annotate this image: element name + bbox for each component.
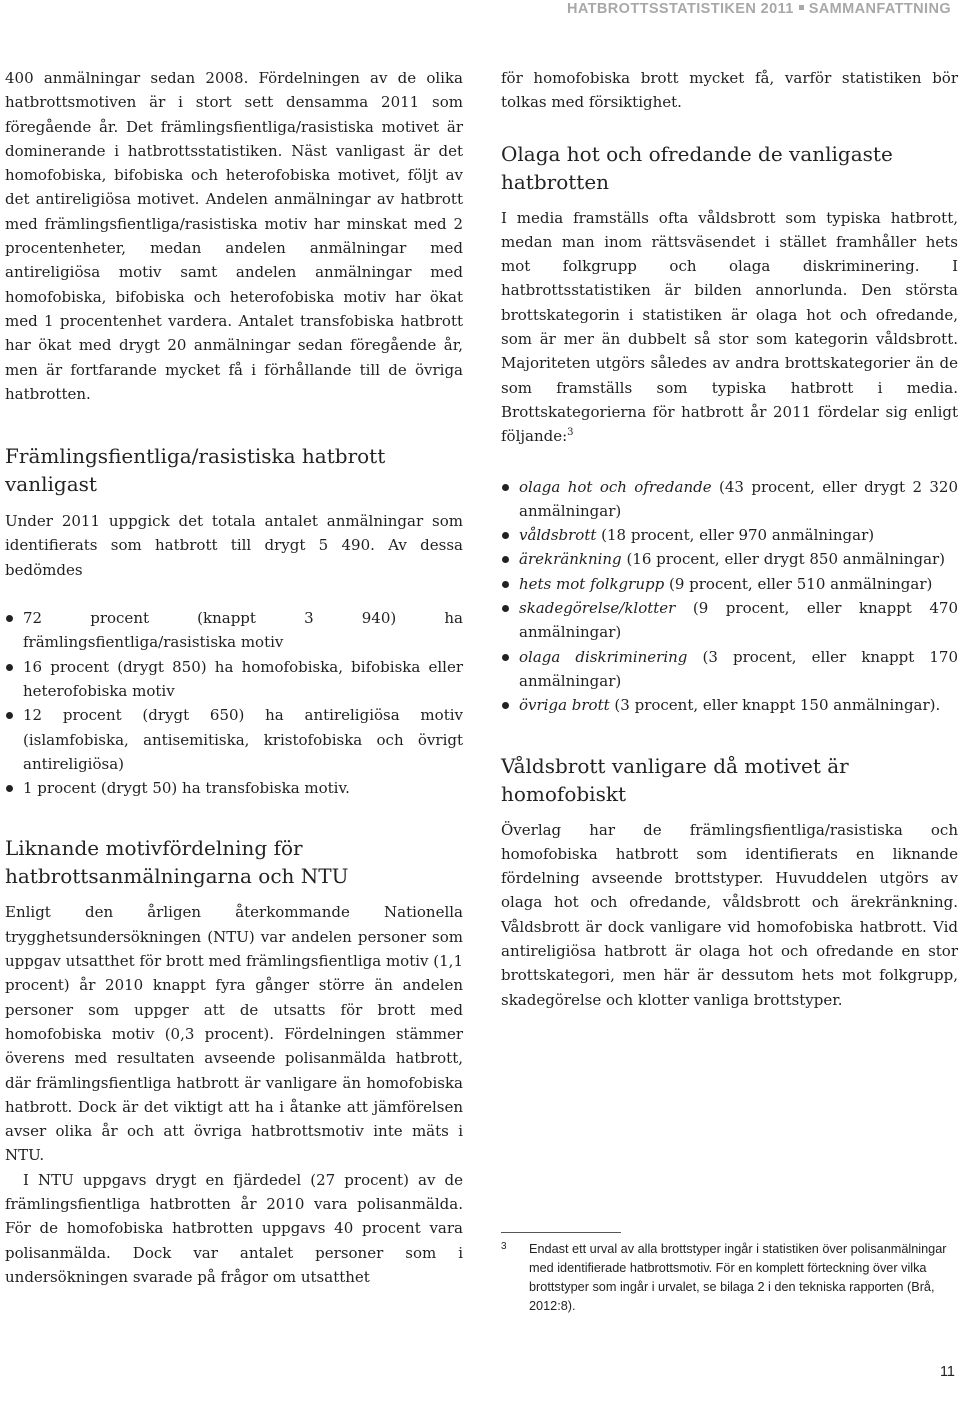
left-column	[5, 66, 463, 1289]
paragraph-media-text: I media framställs ofta våldsbrott som typiska hatbrott, medan man inom rättsväsendet i stället framhåller hets mot folkgrupp och olaga diskriminering. I hatbrottsstatistiken är bilden annorlunda. Den största brottskategorin i statistiken är olaga hot och ofredande, som är mer än dubbelt så stor som kategorin våldsbrott. Majoriteten utgörs således av andra brottskategorier än de som framställs som typiska hatbrott i media. Brottskategorierna för hatbrott år 2011 fördelar sig enligt följande:	[501, 208, 958, 446]
category-term: våldsbrott	[519, 526, 597, 545]
category-term: olaga diskriminering	[519, 647, 688, 666]
list-item	[501, 475, 958, 524]
header-separator-square	[799, 5, 804, 10]
footnote-number: 3	[501, 1241, 507, 1252]
category-detail: (3 procent, eller knappt 150 anmälningar).	[609, 696, 941, 715]
footnote	[501, 1240, 959, 1316]
motive-list	[5, 606, 463, 800]
list-item	[501, 547, 958, 571]
category-term: olaga hot och ofredande	[519, 477, 712, 496]
paragraph-ntu: Enligt den årligen återkommande Nationella trygghetsundersökningen (NTU) var andelen personer som uppgav utsatthet för brott med främlingsfientliga motiv (1,1 procent) år 2010 knappt fyra gånger större än andelen personer som uppger att de utsatts för brott med homofobiska motiv (0,3 procent). Fördelningen stämmer överens med resultaten avseende polisanmälda hatbrott, där främlingsfientliga hatbrott är vanligare än homofobiska hatbrott. Dock är det viktigt att ha i åtanke att jämförelsen avser olika år och att övriga hatbrottsmotiv inte mäts i NTU.	[5, 903, 463, 1165]
paragraph-overall: Överlag har de främlingsfientliga/rasistiska och homofobiska hatbrott som identifierats en liknande fördelning avseende brottstyper. Huvuddelen utgörs av olaga hot och ofredande, våldsbrott och ärekränkning. Våldsbrott är dock vanligare vid homofobiska hatbrott. Vid antireligiösa hatbrott är olaga hot och ofredande en stor brottskategori, men här är dessutom hets mot folkgrupp, skadegörelse och klotter vanliga brottstyper.	[501, 820, 958, 1009]
category-term: övriga brott	[519, 696, 610, 715]
list-item: 1 procent (drygt 50) ha transfobiska motiv.	[5, 776, 463, 800]
list-item	[501, 645, 958, 694]
category-detail: (43 procent, eller drygt 2 320 anmälningar)	[519, 477, 959, 520]
category-detail: (9 procent, eller 510 anmälningar)	[664, 574, 933, 593]
heading-xenophobic-most-common: Främlingsfientliga/rasistiska hatbrott vanligast	[5, 444, 386, 497]
paragraph-ntu-reported: I NTU uppgavs drygt en fjärdedel (27 procent) av de främlingsfientliga hatbrotten år 2010 vara polisanmälda. För de homofobiska hatbrotten uppgavs 40 procent vara polisanmälda. Dock var antalet personer som i undersökningen svarade på frågor om utsatthet	[5, 1170, 463, 1286]
list-item	[501, 693, 958, 717]
page-number: 11	[939, 1364, 955, 1380]
category-term: skadegörelse/klotter	[519, 599, 676, 618]
header-section-title: SAMMANFATTNING	[808, 1, 951, 17]
list-item: 72 procent (knappt 3 940) ha främlingsfientliga/rasistiska motiv	[5, 606, 463, 655]
footnote-reference: 3	[567, 427, 574, 439]
category-term: ärekränkning	[519, 550, 622, 569]
right-column	[501, 66, 958, 1012]
list-item: 16 procent (drygt 850) ha homofobiska, bifobiska eller heterofobiska motiv	[5, 655, 463, 704]
footnote-text: Endast ett urval av alla brottstyper ingår i statistiken över polisanmälningar med identifierade hatbrottsmotiv. För en komplett förteckning över vilka brottstyper som ingår i urvalet, se bilaga 2 i den tekniska rapporten (Brå, 2012:8).	[529, 1242, 947, 1313]
category-detail: (18 procent, eller 970 anmälningar)	[596, 526, 875, 545]
running-header	[567, 0, 951, 18]
list-item: 12 procent (drygt 650) ha antireligiösa motiv (islamfobiska, antisemitiska, kristofobiska och övrigt antireligiösa)	[5, 703, 463, 776]
crime-category-list	[501, 475, 958, 718]
category-detail: (16 procent, eller drygt 850 anmälningar)	[621, 550, 946, 569]
header-report-title: HATBROTTSSTATISTIKEN 2011	[567, 1, 794, 17]
continuation-paragraph: för homofobiska brott mycket få, varför statistiken bör tolkas med försiktighet.	[501, 69, 958, 112]
list-item	[501, 523, 958, 547]
intro-paragraph: 400 anmälningar sedan 2008. Fördelningen av de olika hatbrottsmotiven är i stort sett densamma 2011 som föregående år. Det främlingsfientliga/rasistiska motivet är dominerande i hatbrottsstatistiken. Näst vanligast är det homofobiska, bifobiska och heterofobiska motivet, följt av det antireligiösa motivet. Andelen anmälningar av hatbrott med främlingsfientliga/rasistiska motiv har minskat med 2 procentenheter, medan andelen anmälningar med antireligiösa motiv samt andelen anmälningar med homofobiska, bifobiska och heterofobiska motiv har ökat med 1 procentenhet vardera. Antalet transfobiska hatbrott har ökat med drygt 20 anmälningar sedan föregående år, men är fortfarande mycket få i förhållande till de övriga hatbrotten.	[5, 69, 463, 403]
category-term: hets mot folkgrupp	[519, 574, 665, 593]
paragraph-total-reports: Under 2011 uppgick det totala antalet anmälningar som identifierats som hatbrott till drygt 5 490. Av dessa bedömdes	[5, 512, 463, 579]
heading-threats-most-common: Olaga hot och ofredande de vanligaste hatbrotten	[501, 141, 893, 194]
list-item	[501, 572, 958, 596]
paragraph-media	[501, 206, 958, 449]
footnote-divider	[501, 1232, 621, 1233]
list-item	[501, 596, 958, 645]
category-detail: (3 procent, eller knappt 170 anmälningar)	[519, 647, 958, 690]
heading-similar-distribution: Liknande motivfördelning för hatbrottsanmälningarna och NTU	[5, 836, 349, 889]
category-detail: (9 procent, eller knappt 470 anmälningar)	[519, 599, 958, 642]
heading-violence-homophobic: Våldsbrott vanligare då motivet är homofobiskt	[501, 753, 849, 806]
